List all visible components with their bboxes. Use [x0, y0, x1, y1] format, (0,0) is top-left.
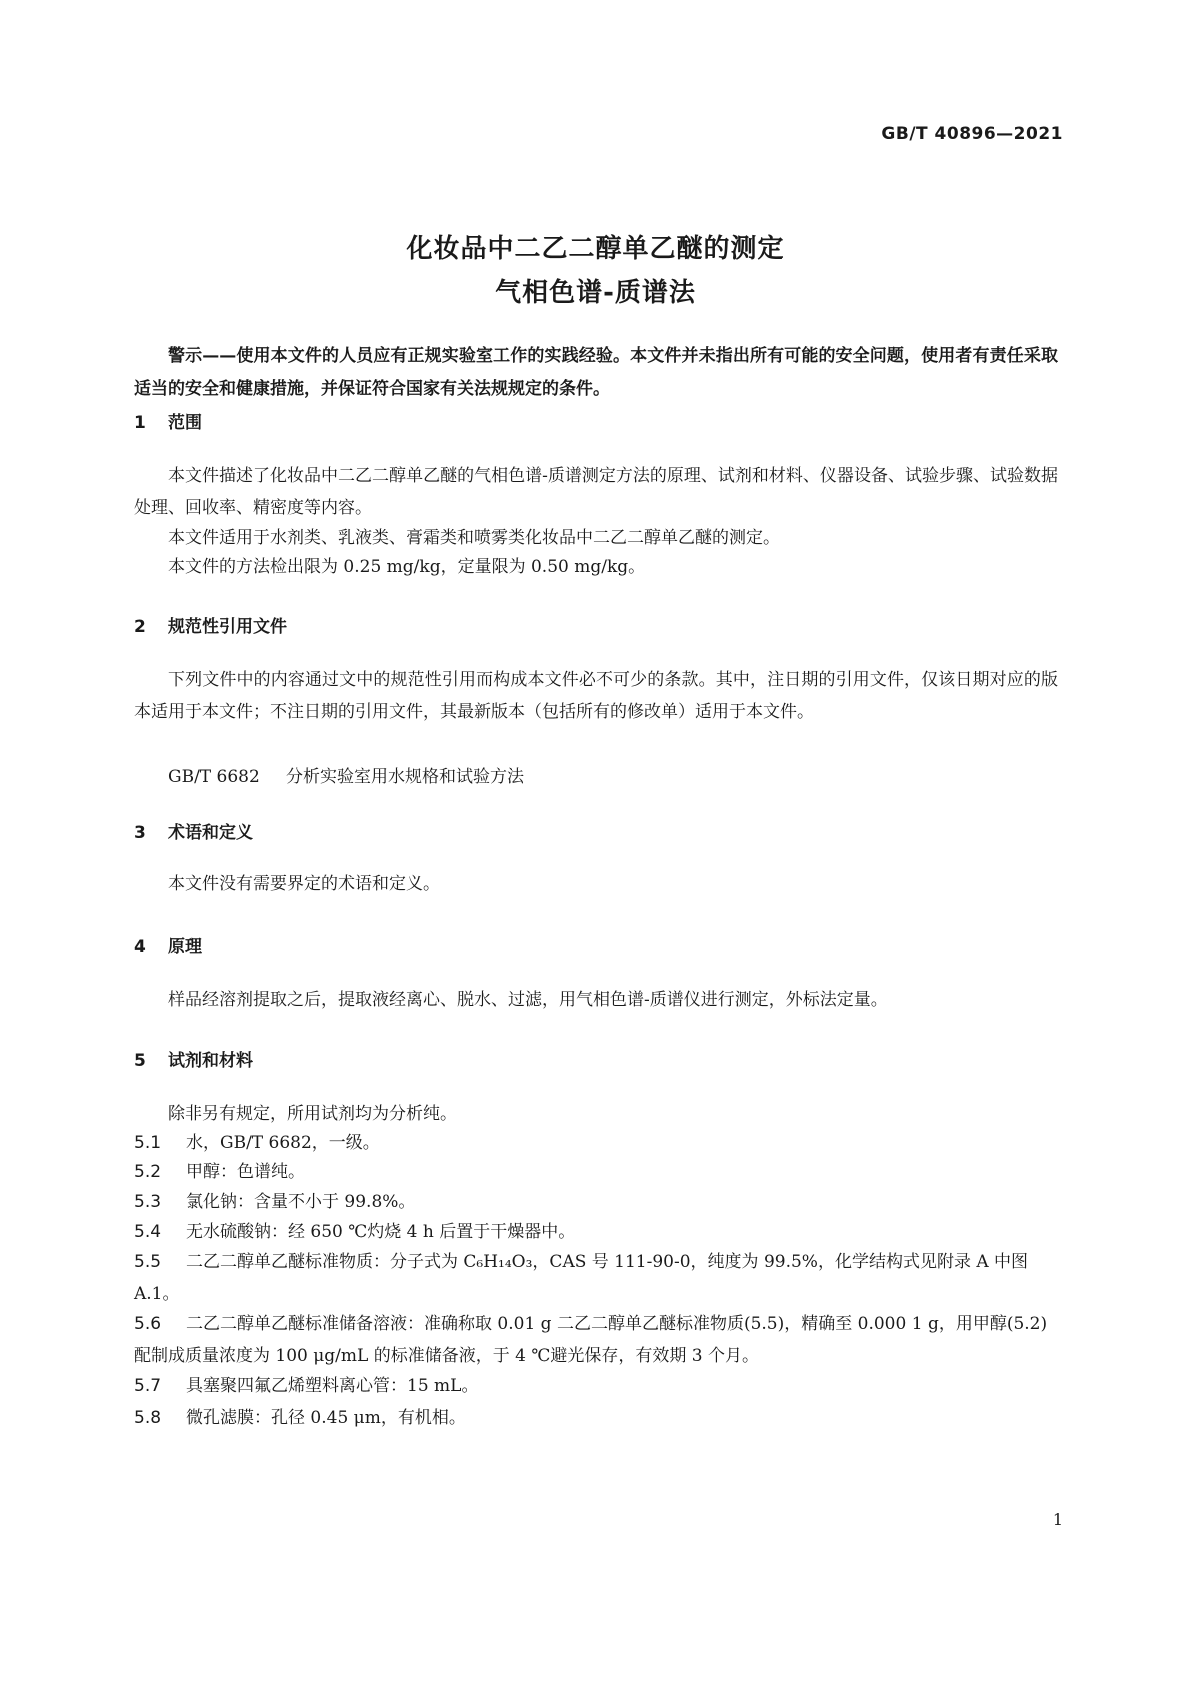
item-number: 5.7: [134, 1376, 162, 1396]
section-heading-scope: [134, 408, 202, 433]
item-number: 5.3: [134, 1192, 162, 1212]
paragraph: 下列文件中的内容通过文中的规范性引用而构成本文件必不可少的条款。其中，注日期的引用文件，仅该日期对应的版本适用于本文件；不注日期的引用文件，其最新版本（包括所有的修改单）适用于本文件。: [134, 670, 1058, 722]
section-number: 3: [134, 823, 146, 843]
paragraph: 除非另有规定，所用试剂均为分析纯。: [168, 1104, 457, 1124]
list-item: [134, 1246, 1058, 1310]
reference-title: 分析实验室用水规格和试验方法: [286, 767, 524, 787]
item-text: 二乙二醇单乙醚标准物质：分子式为 C₆H₁₄O₃，CAS 号 111-90-0，纯度为 99.5%，化学结构式见附录 A 中图 A.1。: [134, 1252, 1029, 1304]
page-number: 1: [1052, 1510, 1063, 1529]
section-number: 1: [134, 413, 146, 433]
item-number: 5.4: [134, 1222, 162, 1242]
item-number: 5.2: [134, 1162, 162, 1182]
standard-code: GB/T 40896—2021: [881, 124, 1063, 144]
list-item: [134, 1127, 1058, 1159]
paragraph: 本文件没有需要界定的术语和定义。: [168, 874, 440, 894]
item-number: 5.8: [134, 1408, 162, 1428]
document-title-line2: 气相色谱-质谱法: [495, 278, 696, 308]
list-item: [134, 1308, 1058, 1372]
item-text: 具塞聚四氟乙烯塑料离心管：15 mL。: [186, 1376, 479, 1396]
section-number: 5: [134, 1051, 146, 1071]
section-title: 规范性引用文件: [168, 617, 287, 637]
paragraph: 本文件适用于水剂类、乳液类、膏霜类和喷雾类化妆品中二乙二醇单乙醚的测定。: [168, 528, 780, 548]
section-heading-terms: [134, 818, 253, 843]
item-number: 5.6: [134, 1314, 162, 1334]
item-number: 5.1: [134, 1133, 162, 1153]
section-title: 原理: [168, 937, 202, 957]
paragraph: 样品经溶剂提取之后，提取液经离心、脱水、过滤，用气相色谱-质谱仪进行测定，外标法定量。: [168, 990, 888, 1010]
section-title: 范围: [168, 413, 202, 433]
item-text: 微孔滤膜：孔径 0.45 μm，有机相。: [186, 1408, 466, 1428]
safety-warning: 警示——使用本文件的人员应有正规实验室工作的实践经验。本文件并未指出所有可能的安全问题，使用者有责任采取适当的安全和健康措施，并保证符合国家有关法规规定的条件。: [134, 346, 1058, 399]
section-title: 术语和定义: [168, 823, 253, 843]
list-item: [134, 1156, 1058, 1188]
list-item: [134, 1186, 1058, 1218]
item-text: 水，GB/T 6682，一级。: [186, 1133, 380, 1153]
reference-entry: [168, 762, 524, 787]
section-title: 试剂和材料: [168, 1051, 253, 1071]
section-number: 4: [134, 937, 146, 957]
document-title-line1: 化妆品中二乙二醇单乙醚的测定: [406, 234, 785, 264]
paragraph: 本文件描述了化妆品中二乙二醇单乙醚的气相色谱-质谱测定方法的原理、试剂和材料、仪器设备、试验步骤、试验数据处理、回收率、精密度等内容。: [134, 466, 1058, 518]
list-item: [134, 1216, 1058, 1248]
section-heading-normative-references: [134, 612, 287, 637]
item-text: 无水硫酸钠：经 650 ℃灼烧 4 h 后置于干燥器中。: [186, 1222, 576, 1242]
item-text: 二乙二醇单乙醚标准储备溶液：准确称取 0.01 g 二乙二醇单乙醚标准物质(5.5)，精确至 0.000 1 g，用甲醇(5.2)配制成质量浓度为 100 μg/mL 的标准储备液，于 4 ℃避光保存，有效期 3 个月。: [134, 1314, 1048, 1366]
paragraph: 本文件的方法检出限为 0.25 mg/kg，定量限为 0.50 mg/kg。: [168, 557, 646, 577]
list-item: [134, 1402, 1058, 1434]
section-heading-reagents: [134, 1046, 253, 1071]
item-text: 氯化钠：含量不小于 99.8%。: [186, 1192, 416, 1212]
section-number: 2: [134, 617, 146, 637]
list-item: [134, 1370, 1058, 1402]
item-text: 甲醇：色谱纯。: [186, 1162, 305, 1182]
section-heading-principle: [134, 932, 202, 957]
reference-code: GB/T 6682: [168, 767, 260, 787]
item-number: 5.5: [134, 1252, 162, 1272]
